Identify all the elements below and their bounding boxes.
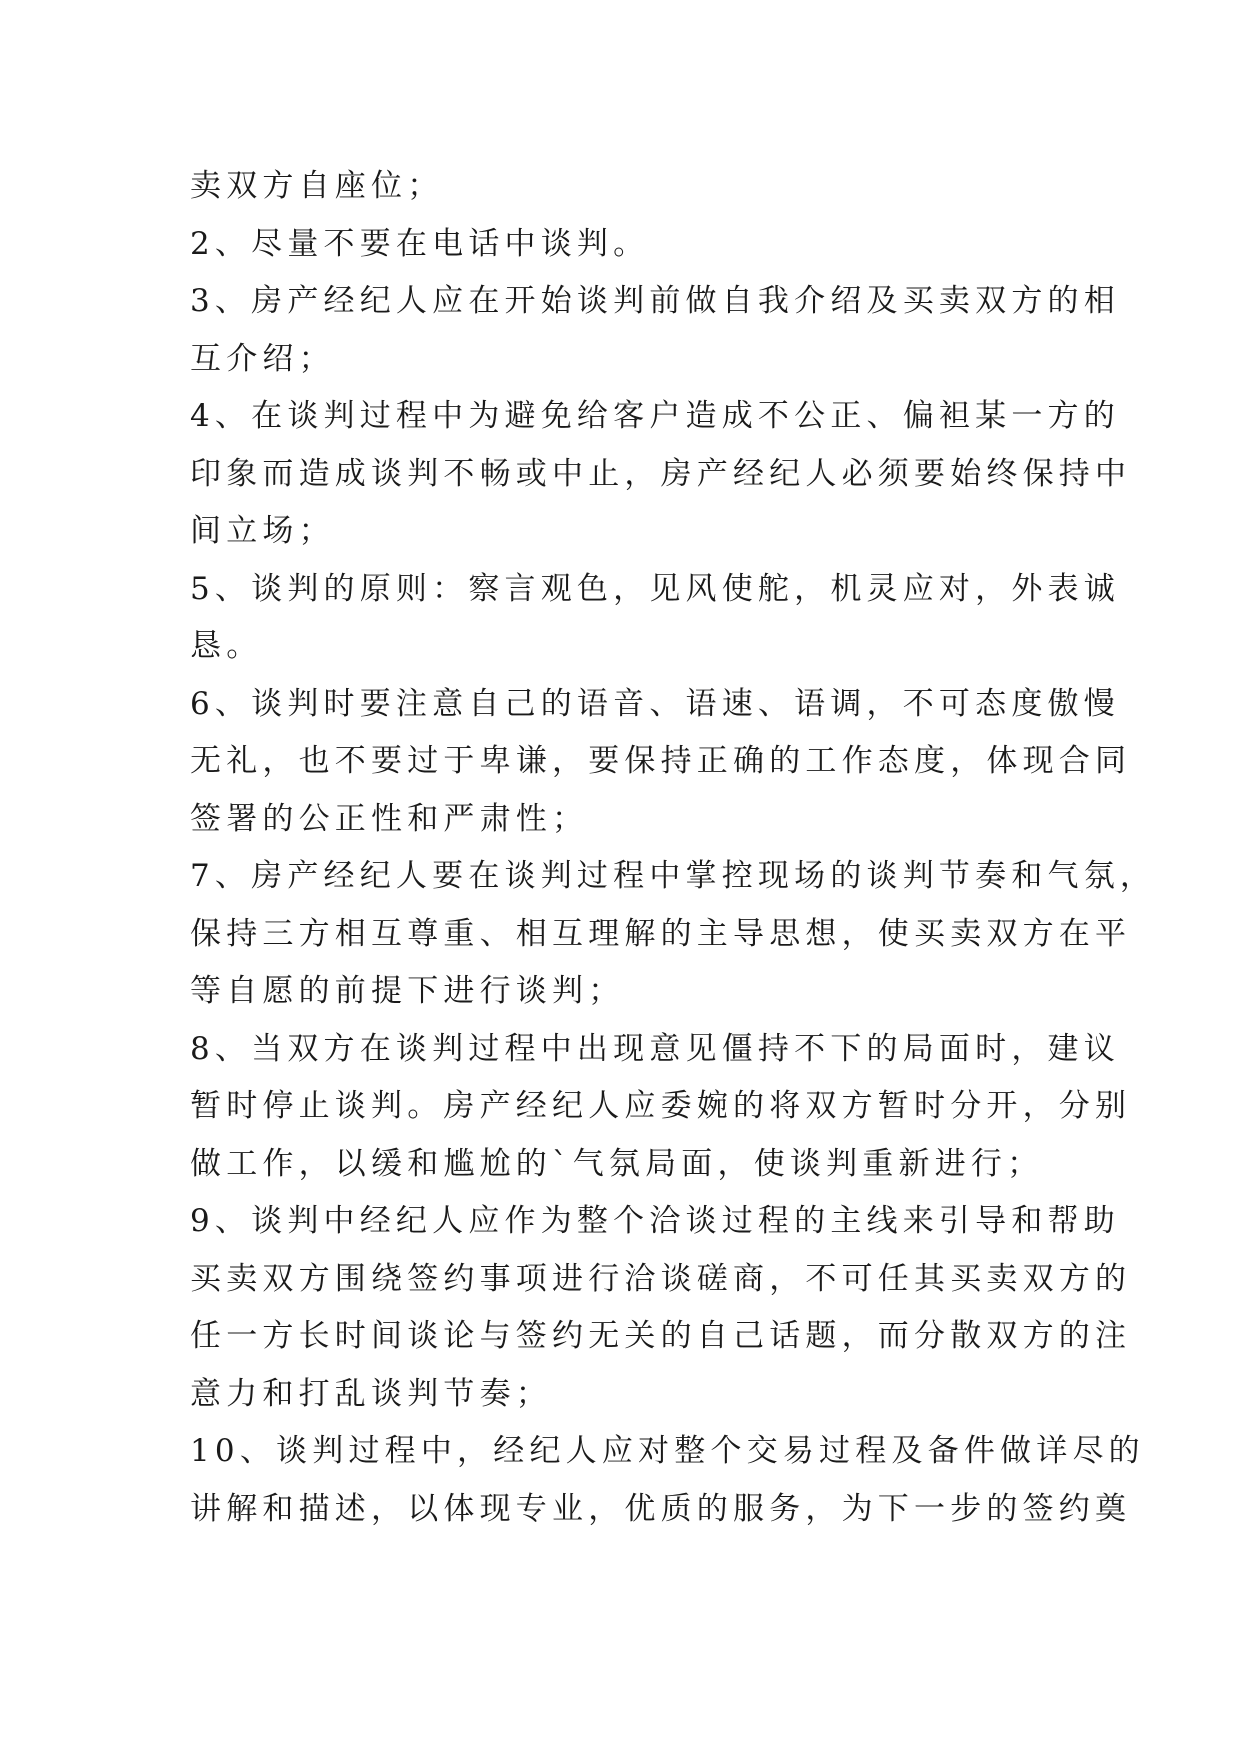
text-line: 任一方长时间谈论与签约无关的自己话题，而分散双方的注	[190, 1318, 1132, 1354]
text-line: 暂时停止谈判。房产经纪人应委婉的将双方暂时分开，分别	[190, 1088, 1132, 1124]
document-body	[190, 158, 1157, 1538]
text-line: 7、房产经纪人要在谈判过程中掌控现场的谈判节奏和气氛，	[190, 858, 1157, 894]
text-line: 互介绍；	[190, 340, 335, 377]
text-line: 3、房产经纪人应在开始谈判前做自我介绍及买卖双方的相	[190, 283, 1120, 319]
text-line: 4、在谈判过程中为避免给客户造成不公正、偏袒某一方的	[190, 398, 1120, 434]
text-line: 10、谈判过程中，经纪人应对整个交易过程及备件做详尽的	[190, 1433, 1145, 1469]
text-line: 讲解和描述，以体现专业，优质的服务，为下一步的签约奠	[190, 1490, 1132, 1527]
text-line: 8、当双方在谈判过程中出现意见僵持不下的局面时，建议	[190, 1030, 1120, 1067]
text-line: 9、谈判中经纪人应作为整个洽谈过程的主线来引导和帮助	[190, 1203, 1120, 1239]
text-line: 6、谈判时要注意自己的语音、语速、语调，不可态度傲慢	[190, 685, 1120, 722]
text-line: 间立场；	[190, 513, 335, 549]
text-line: 恳。	[190, 628, 263, 664]
text-line: 买卖双方围绕签约事项进行洽谈磋商，不可任其买卖双方的	[190, 1260, 1132, 1297]
text-line: 等自愿的前提下进行谈判；	[190, 973, 625, 1009]
text-line: 印象而造成谈判不畅或中止，房产经纪人必须要始终保持中	[190, 455, 1132, 492]
text-line: 卖双方自座位；	[190, 168, 444, 204]
text-line: 无礼，也不要过于卑谦，要保持正确的工作态度，体现合同	[190, 743, 1132, 779]
text-line: 2、尽量不要在电话中谈判。	[190, 225, 650, 262]
text-line: 5、谈判的原则：察言观色，见风使舵，机灵应对，外表诚	[190, 570, 1120, 607]
text-line: 做工作，以缓和尴尬的`气氛局面，使谈判重新进行；	[190, 1145, 1044, 1182]
text-line: 签署的公正性和严肃性；	[190, 800, 589, 837]
text-line: 保持三方相互尊重、相互理解的主导思想，使买卖双方在平	[190, 915, 1132, 952]
text-line: 意力和打乱谈判节奏；	[190, 1375, 552, 1412]
